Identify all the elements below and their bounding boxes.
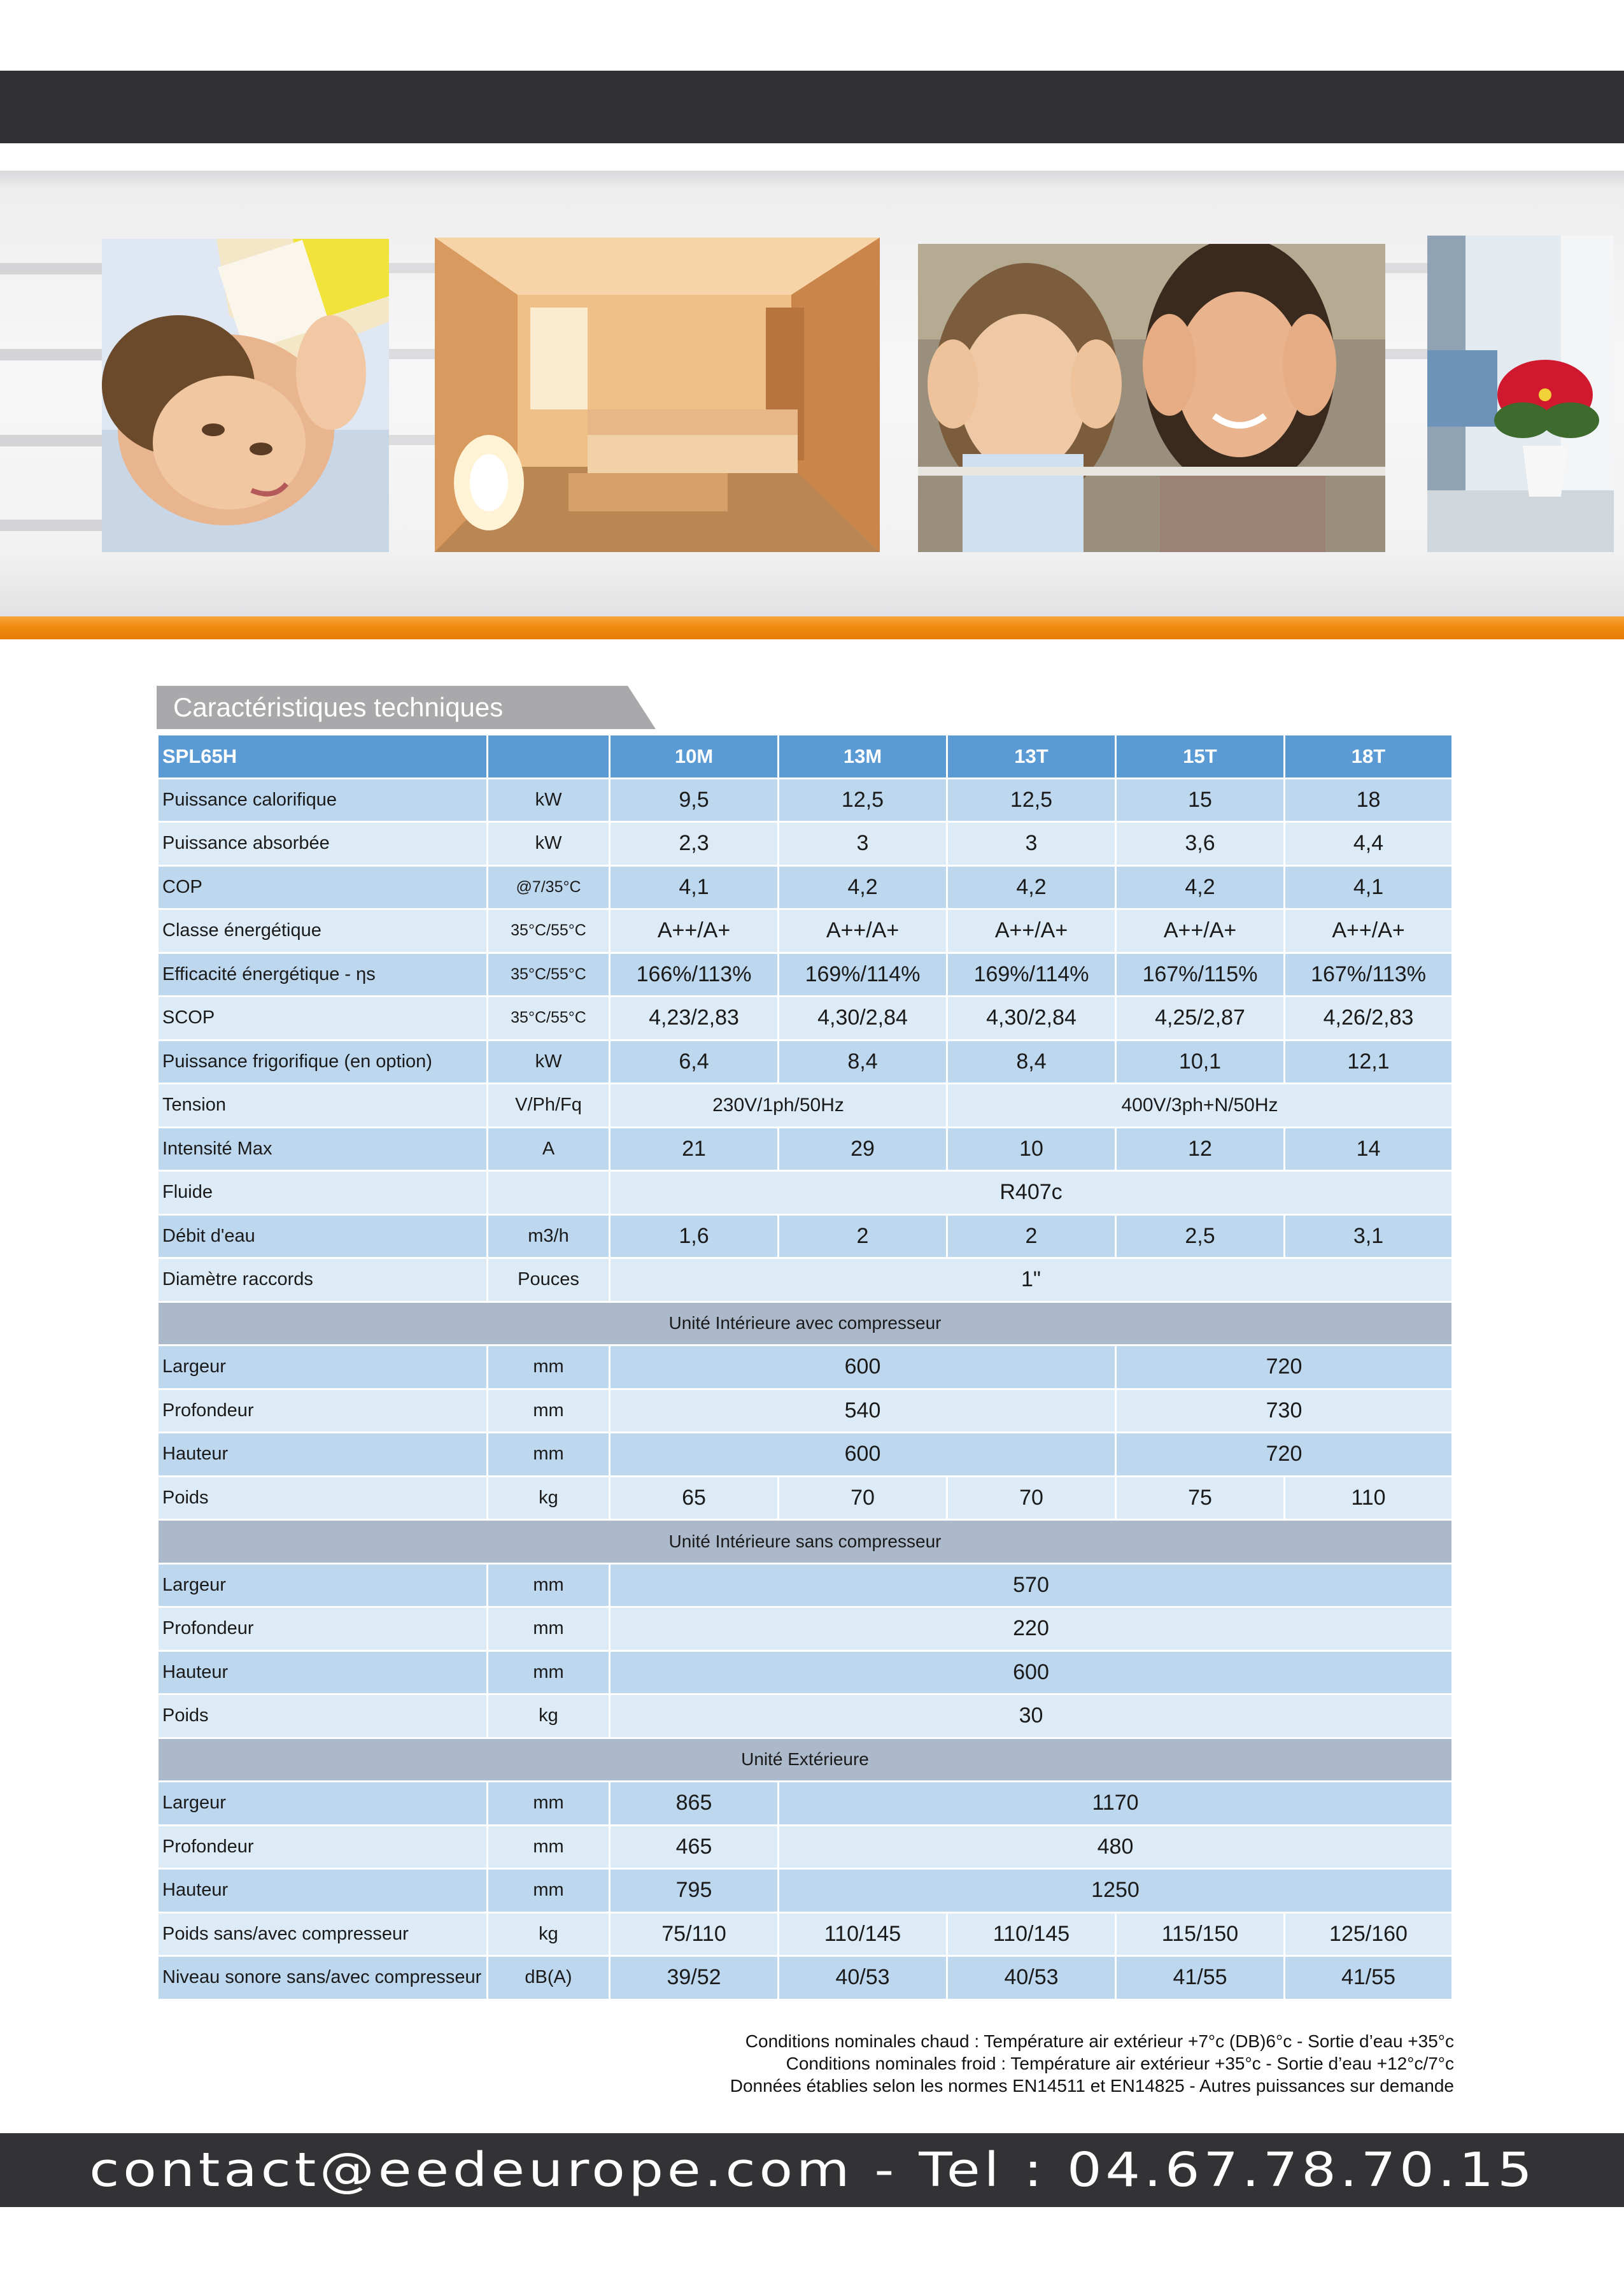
banner-stripe bbox=[382, 349, 439, 359]
cell-value: 600 bbox=[610, 1433, 1116, 1477]
cell-value: 41/55 bbox=[1285, 1956, 1453, 2000]
row-label: Poids bbox=[158, 1694, 488, 1738]
cell-value: 115/150 bbox=[1116, 1912, 1285, 1956]
table-row bbox=[158, 997, 1453, 1040]
row-unit: kg bbox=[488, 1694, 610, 1738]
row-unit: dB(A) bbox=[488, 1956, 610, 2000]
cell-value: 65 bbox=[610, 1476, 779, 1520]
cell-value: 720 bbox=[1116, 1345, 1453, 1389]
row-unit: mm bbox=[488, 1782, 610, 1826]
row-label: Largeur bbox=[158, 1345, 488, 1389]
cell-value: 12,1 bbox=[1285, 1040, 1453, 1084]
row-unit: mm bbox=[488, 1563, 610, 1607]
cell-value: 720 bbox=[1116, 1433, 1453, 1477]
section-title-tab bbox=[157, 686, 656, 729]
table-row bbox=[158, 953, 1453, 997]
cell-value: 6,4 bbox=[610, 1040, 779, 1084]
table-row bbox=[158, 1607, 1453, 1651]
row-label: Poids bbox=[158, 1476, 488, 1520]
row-label: Classe énergétique bbox=[158, 909, 488, 953]
cell-value: 14 bbox=[1285, 1127, 1453, 1171]
cell-value: A++/A+ bbox=[947, 909, 1116, 953]
cell-value: 4,1 bbox=[610, 865, 779, 909]
cell-value: 8,4 bbox=[779, 1040, 947, 1084]
orange-accent-line bbox=[0, 616, 1624, 639]
row-unit: kW bbox=[488, 1040, 610, 1084]
mother-daughter-window-photo bbox=[918, 244, 1385, 552]
cell-value: 1,6 bbox=[610, 1214, 779, 1258]
cell-value: 110 bbox=[1285, 1476, 1453, 1520]
section-row bbox=[158, 1738, 1453, 1782]
row-label: Puissance absorbée bbox=[158, 822, 488, 866]
footnote: Conditions nominales chaud : Température air extérieur +7°c (DB)6°c - Sortie d’eau +35°c bbox=[745, 2031, 1454, 2051]
table-row bbox=[158, 1214, 1453, 1258]
row-unit: 35°C/55°C bbox=[488, 953, 610, 997]
cell-value: A++/A+ bbox=[1116, 909, 1285, 953]
table-row bbox=[158, 865, 1453, 909]
cell-value: 40/53 bbox=[947, 1956, 1116, 2000]
cell-value: 1250 bbox=[779, 1869, 1453, 1913]
row-unit: mm bbox=[488, 1869, 610, 1913]
cell-value: 12,5 bbox=[947, 778, 1116, 822]
cell-value: 10 bbox=[947, 1127, 1116, 1171]
row-unit: V/Ph/Fq bbox=[488, 1084, 610, 1128]
cell-value: 1170 bbox=[779, 1782, 1453, 1826]
row-label: Puissance calorifique bbox=[158, 778, 488, 822]
child-reading-photo bbox=[102, 239, 389, 552]
cell-value: 125/160 bbox=[1285, 1912, 1453, 1956]
specifications-table bbox=[157, 734, 1453, 2001]
section-title: Caractéristiques techniques bbox=[173, 692, 504, 722]
cell-value: 795 bbox=[610, 1869, 779, 1913]
lit-living-room-photo bbox=[435, 238, 880, 552]
banner-stripe bbox=[1381, 263, 1432, 273]
table-row bbox=[158, 1956, 1453, 2000]
row-unit: @7/35°C bbox=[488, 865, 610, 909]
cell-value: 70 bbox=[779, 1476, 947, 1520]
table-row bbox=[158, 1258, 1453, 1302]
section-row bbox=[158, 1302, 1453, 1345]
cell-value: 29 bbox=[779, 1127, 947, 1171]
cell-value: 2,5 bbox=[1116, 1214, 1285, 1258]
cell-value: 400V/3ph+N/50Hz bbox=[947, 1084, 1453, 1128]
cell-value: 3 bbox=[947, 822, 1116, 866]
top-header-bar bbox=[0, 71, 1624, 143]
column-header: 13M bbox=[779, 735, 947, 779]
cell-value: 2 bbox=[947, 1214, 1116, 1258]
row-unit: m3/h bbox=[488, 1214, 610, 1258]
section-heading: Unité Intérieure avec compresseur bbox=[158, 1302, 1453, 1345]
cell-value: 4,25/2,87 bbox=[1116, 997, 1285, 1040]
cell-value: 18 bbox=[1285, 778, 1453, 822]
cell-value: 75 bbox=[1116, 1476, 1285, 1520]
row-unit: mm bbox=[488, 1607, 610, 1651]
row-label: Intensité Max bbox=[158, 1127, 488, 1171]
row-unit: mm bbox=[488, 1825, 610, 1869]
row-unit: 35°C/55°C bbox=[488, 909, 610, 953]
table-row bbox=[158, 1171, 1453, 1215]
row-unit: mm bbox=[488, 1651, 610, 1694]
row-label: Profondeur bbox=[158, 1389, 488, 1433]
cell-value: 8,4 bbox=[947, 1040, 1116, 1084]
table-row bbox=[158, 1476, 1453, 1520]
banner-stripe bbox=[1381, 349, 1432, 359]
table-row bbox=[158, 1912, 1453, 1956]
cell-value: 730 bbox=[1116, 1389, 1453, 1433]
footnote: Conditions nominales froid : Température air extérieur +35°c - Sortie d’eau +12°c/7°c bbox=[786, 2054, 1454, 2073]
cell-value: 480 bbox=[779, 1825, 1453, 1869]
cell-value: 540 bbox=[610, 1389, 1116, 1433]
table-row bbox=[158, 1389, 1453, 1433]
table-row bbox=[158, 909, 1453, 953]
table-row bbox=[158, 778, 1453, 822]
row-unit: kW bbox=[488, 822, 610, 866]
table-row bbox=[158, 822, 1453, 866]
row-unit: A bbox=[488, 1127, 610, 1171]
cell-value: 39/52 bbox=[610, 1956, 779, 2000]
cell-value: 30 bbox=[610, 1694, 1453, 1738]
row-label: Largeur bbox=[158, 1563, 488, 1607]
column-header: 15T bbox=[1116, 735, 1285, 779]
cell-value: 9,5 bbox=[610, 778, 779, 822]
row-label: Hauteur bbox=[158, 1869, 488, 1913]
row-unit: mm bbox=[488, 1389, 610, 1433]
column-header: 18T bbox=[1285, 735, 1453, 779]
table-row bbox=[158, 1782, 1453, 1826]
table-row bbox=[158, 1127, 1453, 1171]
cell-value: 600 bbox=[610, 1345, 1116, 1389]
row-label: COP bbox=[158, 865, 488, 909]
table-row bbox=[158, 1433, 1453, 1477]
cell-value: 3 bbox=[779, 822, 947, 866]
cell-value: 570 bbox=[610, 1563, 1453, 1607]
cell-value: R407c bbox=[610, 1171, 1453, 1215]
cell-value: 4,1 bbox=[1285, 865, 1453, 909]
table-row bbox=[158, 1345, 1453, 1389]
unit-header bbox=[488, 735, 610, 779]
cell-value: 15 bbox=[1116, 778, 1285, 822]
cell-value: 4,26/2,83 bbox=[1285, 997, 1453, 1040]
row-unit: Pouces bbox=[488, 1258, 610, 1302]
cell-value: 4,2 bbox=[1116, 865, 1285, 909]
row-label: Hauteur bbox=[158, 1433, 488, 1477]
table-row bbox=[158, 1084, 1453, 1128]
cell-value: 21 bbox=[610, 1127, 779, 1171]
row-label: Hauteur bbox=[158, 1651, 488, 1694]
row-label: Diamètre raccords bbox=[158, 1258, 488, 1302]
row-label: Profondeur bbox=[158, 1825, 488, 1869]
row-unit: kg bbox=[488, 1912, 610, 1956]
section-heading: Unité Extérieure bbox=[158, 1738, 1453, 1782]
cell-value: 1" bbox=[610, 1258, 1453, 1302]
contact-info: contact@eedeurope.com - Tel : 04.67.78.70.15 bbox=[89, 2143, 1536, 2197]
section-row bbox=[158, 1520, 1453, 1564]
banner-stripe bbox=[382, 263, 439, 273]
cell-value: 169%/114% bbox=[947, 953, 1116, 997]
row-label: SCOP bbox=[158, 997, 488, 1040]
row-unit: kW bbox=[488, 778, 610, 822]
cell-value: 3,6 bbox=[1116, 822, 1285, 866]
table-header-row bbox=[158, 735, 1453, 779]
footnotes bbox=[730, 2030, 1454, 2097]
footnote: Données établies selon les normes EN14511 et EN14825 - Autres puissances sur demande bbox=[730, 2076, 1454, 2096]
cell-value: 70 bbox=[947, 1476, 1116, 1520]
cell-value: 4,2 bbox=[947, 865, 1116, 909]
table-row bbox=[158, 1694, 1453, 1738]
cell-value: A++/A+ bbox=[779, 909, 947, 953]
cell-value: 40/53 bbox=[779, 1956, 947, 2000]
row-label: Profondeur bbox=[158, 1607, 488, 1651]
cell-value: 169%/114% bbox=[779, 953, 947, 997]
cell-value: A++/A+ bbox=[610, 909, 779, 953]
row-label: Tension bbox=[158, 1084, 488, 1128]
column-header: 10M bbox=[610, 735, 779, 779]
cell-value: 12 bbox=[1116, 1127, 1285, 1171]
row-label: Puissance frigorifique (en option) bbox=[158, 1040, 488, 1084]
table-row bbox=[158, 1563, 1453, 1607]
cell-value: 230V/1ph/50Hz bbox=[610, 1084, 947, 1128]
model-name: SPL65H bbox=[158, 735, 488, 779]
table-row bbox=[158, 1825, 1453, 1869]
cell-value: 4,2 bbox=[779, 865, 947, 909]
table-row bbox=[158, 1651, 1453, 1694]
cell-value: 4,30/2,84 bbox=[947, 997, 1116, 1040]
cell-value: 75/110 bbox=[610, 1912, 779, 1956]
table-row bbox=[158, 1869, 1453, 1913]
row-unit bbox=[488, 1171, 610, 1215]
cell-value: A++/A+ bbox=[1285, 909, 1453, 953]
row-label: Débit d'eau bbox=[158, 1214, 488, 1258]
cell-value: 12,5 bbox=[779, 778, 947, 822]
red-flower-window-photo bbox=[1427, 236, 1614, 552]
cell-value: 110/145 bbox=[947, 1912, 1116, 1956]
cell-value: 2 bbox=[779, 1214, 947, 1258]
cell-value: 600 bbox=[610, 1651, 1453, 1694]
row-unit: 35°C/55°C bbox=[488, 997, 610, 1040]
row-label: Largeur bbox=[158, 1782, 488, 1826]
row-unit: mm bbox=[488, 1345, 610, 1389]
column-header: 13T bbox=[947, 735, 1116, 779]
banner-stripe bbox=[382, 435, 439, 445]
cell-value: 10,1 bbox=[1116, 1040, 1285, 1084]
cell-value: 41/55 bbox=[1116, 1956, 1285, 2000]
cell-value: 4,4 bbox=[1285, 822, 1453, 866]
cell-value: 4,30/2,84 bbox=[779, 997, 947, 1040]
cell-value: 167%/113% bbox=[1285, 953, 1453, 997]
row-unit: kg bbox=[488, 1476, 610, 1520]
row-label: Fluide bbox=[158, 1171, 488, 1215]
row-label: Niveau sonore sans/avec compresseur bbox=[158, 1956, 488, 2000]
cell-value: 4,23/2,83 bbox=[610, 997, 779, 1040]
cell-value: 465 bbox=[610, 1825, 779, 1869]
row-label: Poids sans/avec compresseur bbox=[158, 1912, 488, 1956]
cell-value: 3,1 bbox=[1285, 1214, 1453, 1258]
cell-value: 865 bbox=[610, 1782, 779, 1826]
cell-value: 110/145 bbox=[779, 1912, 947, 1956]
cell-value: 2,3 bbox=[610, 822, 779, 866]
row-unit: mm bbox=[488, 1433, 610, 1477]
cell-value: 220 bbox=[610, 1607, 1453, 1651]
table-row bbox=[158, 1040, 1453, 1084]
row-label: Efficacité énergétique - ηs bbox=[158, 953, 488, 997]
section-heading: Unité Intérieure sans compresseur bbox=[158, 1520, 1453, 1564]
cell-value: 166%/113% bbox=[610, 953, 779, 997]
cell-value: 167%/115% bbox=[1116, 953, 1285, 997]
